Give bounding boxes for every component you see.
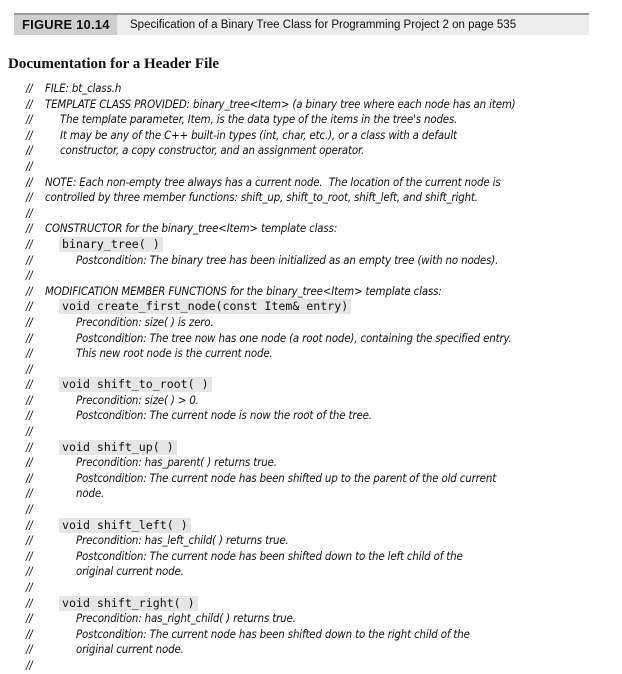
- create-first-node-signature: void create_first_node(const Item& entry): [59, 299, 351, 314]
- code-line: [26, 112, 606, 128]
- shift-up-postcondition: Postcondition: The current node has been shifted up to the parent of the old current: [76, 470, 497, 485]
- code-line: [26, 81, 606, 97]
- header-file-listing: [26, 81, 606, 674]
- comment-prefix: //: [26, 330, 33, 345]
- code-line: [26, 237, 606, 253]
- shift-up-signature: void shift_up( ): [59, 440, 177, 455]
- comment-prefix: //: [26, 174, 33, 189]
- comment-prefix: //: [26, 361, 33, 376]
- code-line: [26, 518, 606, 534]
- shift-right-postcondition-cont: original current node.: [76, 642, 184, 657]
- shift-right-precondition: Precondition: has_right_child( ) returns true.: [76, 611, 296, 626]
- code-line: [26, 128, 606, 144]
- code-line: [26, 424, 606, 440]
- code-line: [26, 362, 606, 378]
- code-line: [26, 471, 606, 487]
- note-continued-line: controlled by three member functions: shift_up, shift_to_root, shift_left, and shift_right.: [45, 190, 478, 205]
- code-line: [26, 159, 606, 175]
- modification-section-title: MODIFICATION MEMBER FUNCTIONS for the binary_tree<Item> template class:: [45, 283, 442, 298]
- shift-left-precondition: Precondition: has_left_child( ) returns true.: [76, 533, 289, 548]
- code-line: [26, 268, 606, 284]
- comment-prefix: //: [26, 626, 33, 641]
- comment-prefix: //: [26, 580, 33, 594]
- comment-prefix: //: [26, 611, 33, 626]
- shift-up-postcondition-cont: node.: [76, 486, 105, 501]
- comment-prefix: //: [26, 96, 33, 111]
- comment-prefix: //: [26, 158, 33, 173]
- comment-prefix: //: [26, 455, 33, 470]
- comment-prefix: //: [26, 486, 33, 501]
- template-class-line: TEMPLATE CLASS PROVIDED: binary_tree<Item> (a binary tree where each node has an item): [45, 96, 516, 111]
- shift-to-root-precondition: Precondition: size( ) > 0.: [76, 392, 199, 407]
- constructor-postcondition: Postcondition: The binary tree has been initialized as an empty tree (with no nodes).: [76, 252, 499, 267]
- create-first-node-precondition: Precondition: size( ) is zero.: [76, 314, 214, 329]
- comment-prefix: //: [26, 283, 33, 298]
- code-line: [26, 642, 606, 658]
- comment-prefix: //: [26, 392, 33, 407]
- code-line: [26, 502, 606, 518]
- comment-prefix: //: [26, 470, 33, 485]
- comment-prefix: //: [26, 502, 33, 517]
- comment-prefix: //: [26, 377, 33, 392]
- code-line: [26, 377, 606, 393]
- code-line: [26, 627, 606, 643]
- code-line: [26, 564, 606, 580]
- shift-left-postcondition: Postcondition: The current node has been shifted down to the left child of the: [76, 548, 463, 563]
- code-line: [26, 331, 606, 347]
- code-line: [26, 175, 606, 191]
- comment-prefix: //: [26, 314, 33, 329]
- code-line: [26, 315, 606, 331]
- shift-left-signature: void shift_left( ): [59, 518, 191, 533]
- code-line: [26, 97, 606, 113]
- template-ctor-line: constructor, a copy constructor, and an assignment operator.: [60, 143, 365, 158]
- shift-to-root-signature: void shift_to_root( ): [59, 377, 212, 392]
- template-param-line: The template parameter, Item, is the data type of the items in the tree's nodes.: [60, 112, 458, 127]
- shift-right-signature: void shift_right( ): [59, 596, 198, 611]
- comment-prefix: //: [26, 424, 33, 439]
- create-first-node-postcondition: Postcondition: The tree now has one node (a root node), containing the specified entry.: [76, 330, 512, 345]
- code-line: [26, 221, 606, 237]
- comment-prefix: //: [26, 190, 33, 205]
- comment-prefix: //: [26, 439, 33, 454]
- shift-to-root-postcondition: Postcondition: The current node is now the root of the tree.: [76, 408, 372, 423]
- comment-prefix: //: [26, 299, 33, 314]
- comment-prefix: //: [26, 517, 33, 532]
- comment-prefix: //: [26, 221, 33, 236]
- code-line: [26, 455, 606, 471]
- comment-prefix: //: [26, 112, 33, 127]
- comment-prefix: //: [26, 127, 33, 142]
- figure-header-bar: [14, 15, 589, 35]
- code-line: [26, 299, 606, 315]
- code-line: [26, 346, 606, 362]
- code-line: [26, 393, 606, 409]
- comment-prefix: //: [26, 548, 33, 563]
- code-line: [26, 408, 606, 424]
- create-first-node-postcondition-cont: This new root node is the current node.: [76, 346, 273, 361]
- shift-left-postcondition-cont: original current node.: [76, 564, 184, 579]
- comment-prefix: //: [26, 564, 33, 579]
- code-line: [26, 206, 606, 222]
- comment-prefix: //: [26, 595, 33, 610]
- code-line: [26, 440, 606, 456]
- code-line: [26, 486, 606, 502]
- code-line: [26, 253, 606, 269]
- comment-prefix: //: [26, 408, 33, 423]
- code-line: [26, 284, 606, 300]
- comment-prefix: //: [26, 252, 33, 267]
- comment-prefix: //: [26, 346, 33, 361]
- shift-up-precondition: Precondition: has_parent( ) returns true.: [76, 455, 277, 470]
- comment-prefix: //: [26, 268, 33, 283]
- note-line: NOTE: Each non-empty tree always has a current node. The location of the current node is: [45, 174, 501, 189]
- file-name-line: FILE: bt_class.h: [45, 81, 122, 95]
- comment-prefix: //: [26, 236, 33, 251]
- code-line: [26, 658, 606, 674]
- constructor-section-title: CONSTRUCTOR for the binary_tree<Item> template class:: [45, 221, 338, 236]
- figure-label: FIGURE 10.14: [14, 15, 117, 35]
- shift-right-postcondition: Postcondition: The current node has been shifted down to the right child of the: [76, 626, 470, 641]
- code-line: [26, 533, 606, 549]
- comment-prefix: //: [26, 533, 33, 548]
- template-types-line: It may be any of the C++ built-in types (int, char, etc.), or a class with a default: [60, 127, 457, 142]
- comment-prefix: //: [26, 143, 33, 158]
- code-line: [26, 143, 606, 159]
- figure-caption: Specification of a Binary Tree Class for Programming Project 2 on page 535: [130, 19, 517, 31]
- code-line: [26, 580, 606, 596]
- constructor-signature: binary_tree( ): [59, 237, 163, 252]
- comment-prefix: //: [26, 657, 33, 672]
- comment-prefix: //: [26, 205, 33, 220]
- section-title: Documentation for a Header File: [8, 56, 220, 72]
- code-line: [26, 611, 606, 627]
- code-line: [26, 596, 606, 612]
- comment-prefix: //: [26, 81, 33, 95]
- comment-prefix: //: [26, 642, 33, 657]
- code-line: [26, 190, 606, 206]
- code-line: [26, 549, 606, 565]
